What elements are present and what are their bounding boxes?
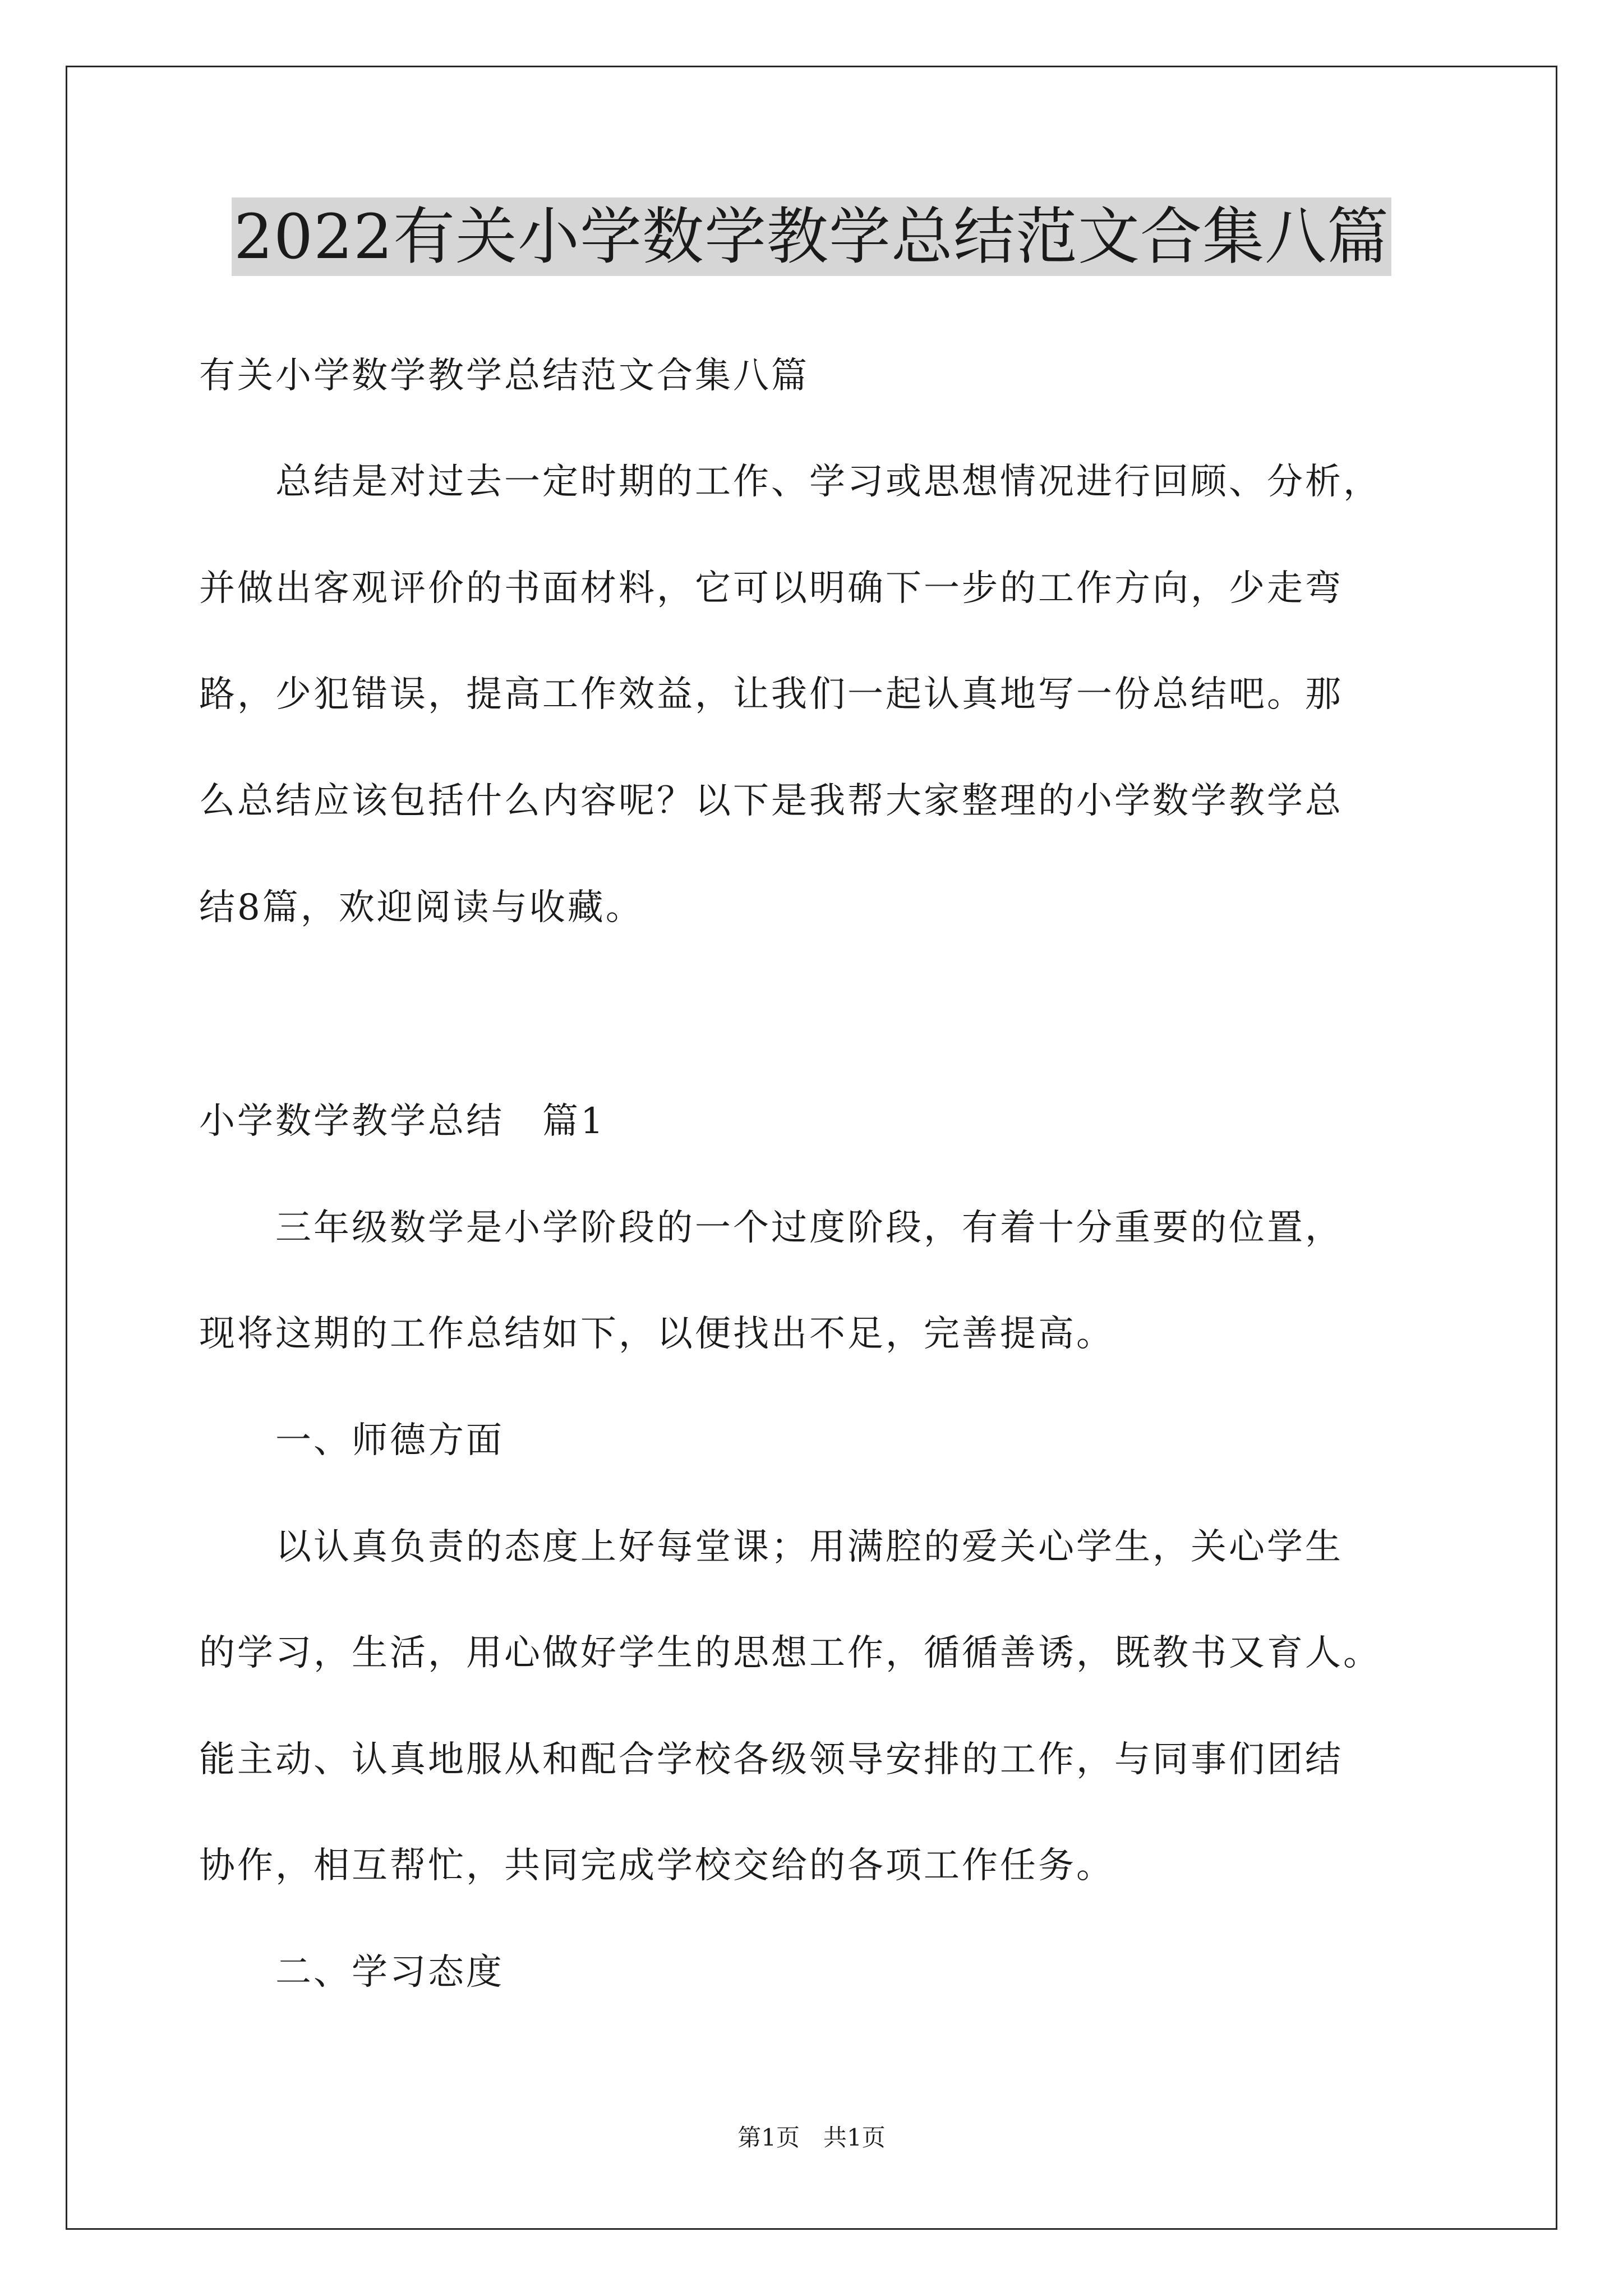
- paragraph-line: 路，少犯错误，提高工作效益，让我们一起认真地写一份总结吧。那: [199, 674, 1343, 715]
- paragraph-line: 结8篇，欢迎阅读与收藏。: [199, 887, 644, 928]
- section-heading: 小学数学教学总结 篇1: [199, 1101, 606, 1142]
- paragraph-line: 协作，相互帮忙，共同完成学校交给的各项工作任务。: [199, 1845, 1114, 1887]
- page-footer: 第1页 共1页: [737, 2124, 886, 2151]
- paragraph-line: 的学习，生活，用心做好学生的思想工作，循循善诱，既教书又育人。: [199, 1632, 1381, 1674]
- subheading-line: 一、师德方面: [199, 1420, 504, 1461]
- title-container: [0, 197, 1623, 276]
- subtitle-line: 有关小学数学教学总结范文合集八篇: [199, 355, 809, 397]
- document-title: 2022有关小学数学教学总结范文合集八篇: [232, 197, 1391, 276]
- subheading-line: 二、学习态度: [199, 1952, 504, 1993]
- paragraph-line: 并做出客观评价的书面材料，它可以明确下一步的工作方向，少走弯: [199, 568, 1343, 609]
- paragraph-line: 以认真负责的态度上好每堂课；用满腔的爱关心学生，关心学生: [199, 1526, 1343, 1568]
- paragraph-line: 能主动、认真地服从和配合学校各级领导安排的工作，与同事们团结: [199, 1739, 1343, 1780]
- paragraph-line: 总结是对过去一定时期的工作、学习或思想情况进行回顾、分析，: [199, 461, 1381, 503]
- paragraph-line: 现将这期的工作总结如下，以便找出不足，完善提高。: [199, 1313, 1114, 1355]
- paragraph-line: 三年级数学是小学阶段的一个过度阶段，有着十分重要的位置，: [199, 1207, 1343, 1249]
- paragraph-line: 么总结应该包括什么内容呢？以下是我帮大家整理的小学数学教学总: [199, 780, 1343, 822]
